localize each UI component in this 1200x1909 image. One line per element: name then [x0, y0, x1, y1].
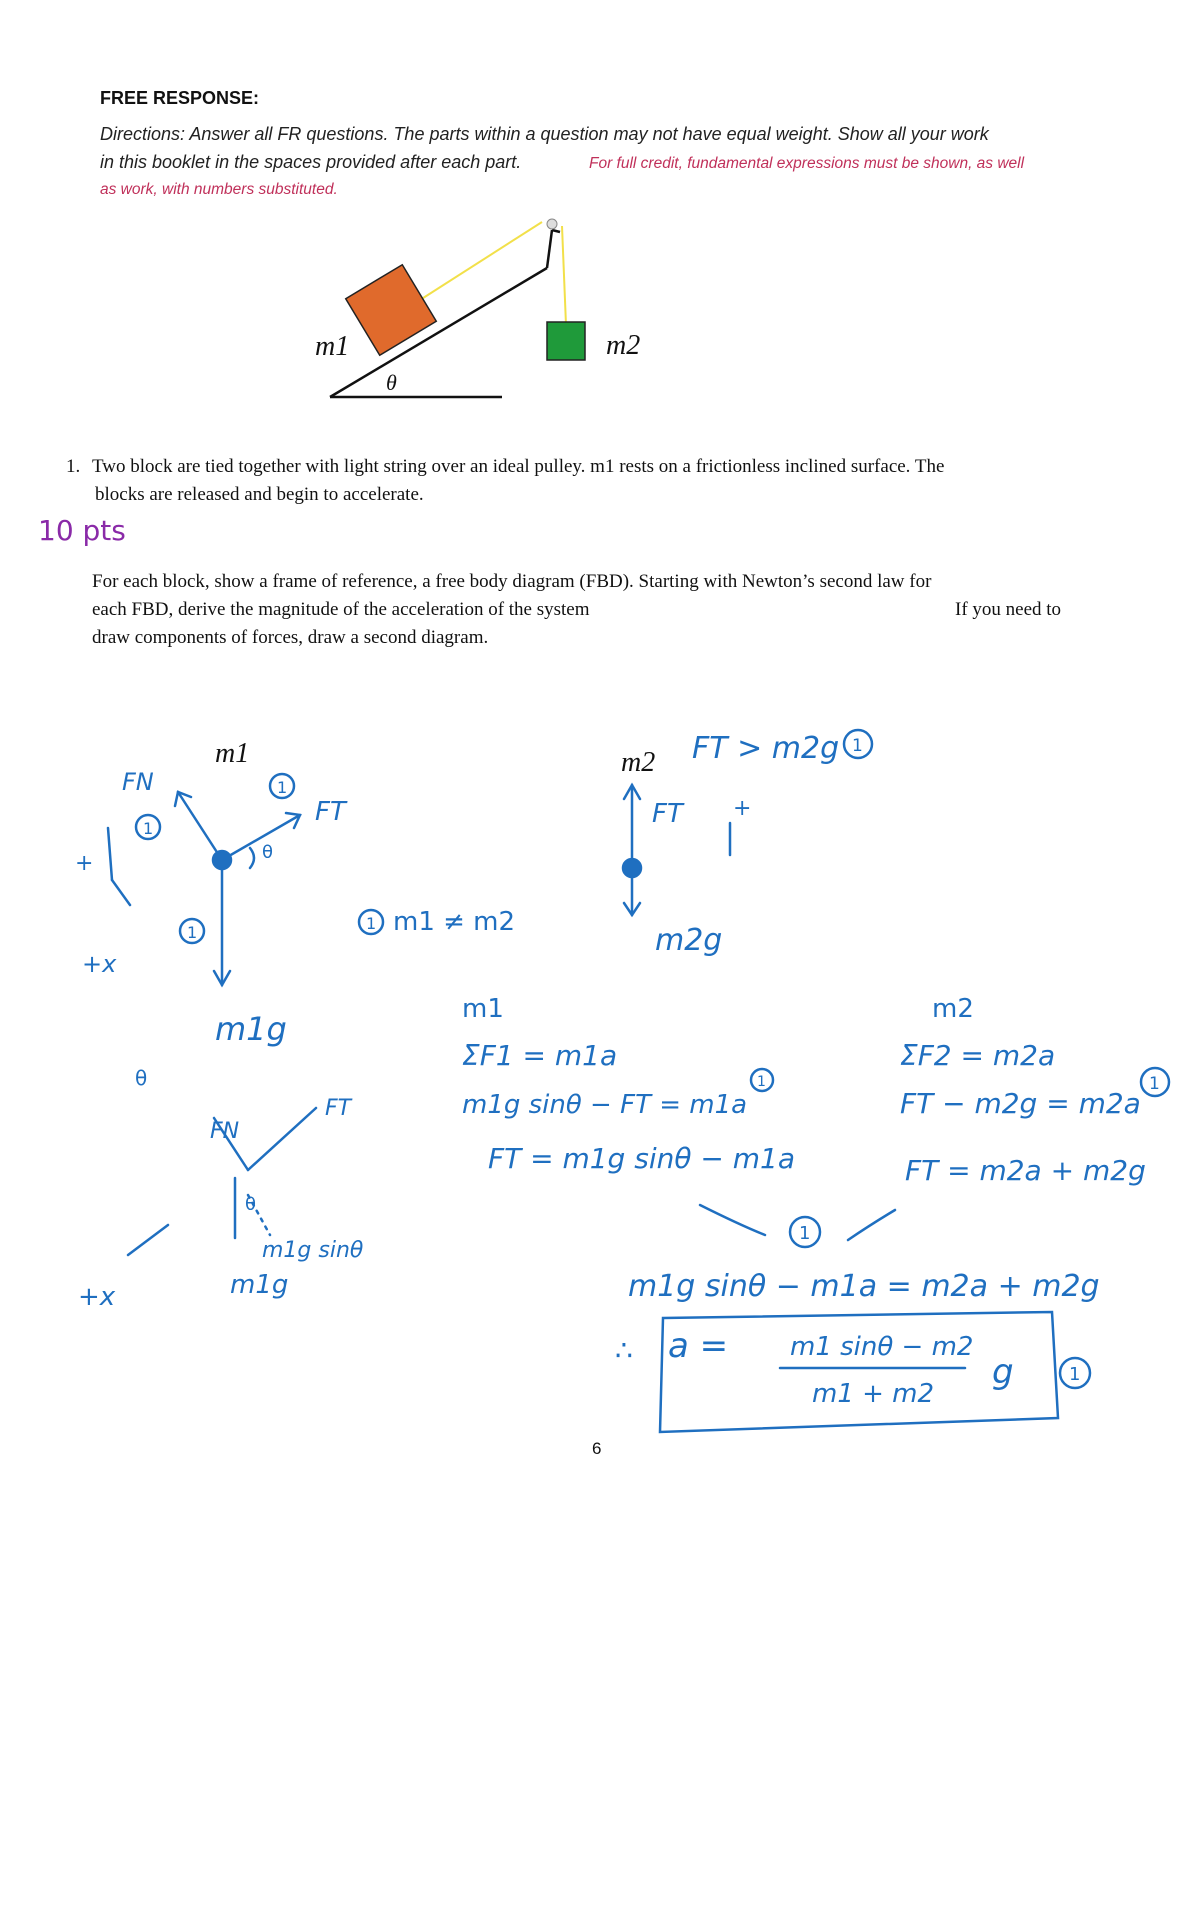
answer-numerator: m1 sinθ − m2 [790, 1332, 974, 1362]
question-number: 1. [66, 456, 81, 477]
instructions-line-1: For each block, show a frame of reference, a free body diagram (FBD). Starting with Newton’s second law for [92, 571, 932, 592]
directions-line-1: Directions: Answer all FR questions. The parts within a question may not have equal weight. Show all your work [100, 124, 989, 144]
fbd-m2-plus-label: + [733, 796, 752, 821]
comp-mg-sin-label: m1g sinθ [262, 1238, 364, 1263]
handwritten-work [75, 730, 1169, 1432]
scribble-mark: θ [135, 1066, 148, 1090]
axis-x-line [112, 880, 130, 905]
fbd-m1-theta-arc [250, 848, 254, 868]
string-to-m2 [562, 226, 566, 325]
incline-figure [315, 219, 640, 397]
answer-denominator: m1 + m2 [812, 1379, 935, 1409]
credit-note-line-2: as work, with numbers substituted. [100, 181, 338, 198]
combine-arrow-right [848, 1210, 895, 1240]
fbd-m1-ft-arrow [222, 815, 300, 860]
label-m2: m2 [606, 330, 641, 361]
score-mark-9: 1 [1069, 1364, 1081, 1385]
credit-note-line-1: For full credit, fundamental expressions must be shown, as well [589, 155, 1025, 172]
block-m2 [547, 322, 585, 360]
pulley-stem [547, 230, 552, 268]
comp-fn-label: FN [210, 1119, 240, 1144]
label-theta: θ [386, 370, 397, 395]
fbd-m2-label: m2 [621, 747, 656, 778]
fbd-m1-ft-label: FT [315, 797, 346, 827]
m2-eq-tension: FT = m2a + m2g [905, 1154, 1146, 1187]
m1-eq-tension: FT = m1g sinθ − m1a [488, 1142, 795, 1175]
question-line-2: blocks are released and begin to accelerate. [95, 484, 424, 505]
m1-eq-forces: m1g sinθ − FT = m1a [462, 1090, 748, 1120]
label-m1: m1 [315, 331, 350, 362]
therefore-symbol: ∴ [615, 1334, 633, 1367]
directions-line-2: in this booklet in the spaces provided after each part. [100, 152, 522, 172]
fbd-m1-label: m1 [215, 738, 250, 769]
comp-theta-label: θ [245, 1194, 257, 1215]
fbd-m2-mg-label: m2g [655, 923, 723, 958]
score-mark-7: 1 [1149, 1074, 1160, 1094]
free-response-title: FREE RESPONSE: [100, 88, 260, 108]
axis-y-label: + [75, 851, 94, 876]
answer-g: g [992, 1352, 1014, 1392]
m1-not-equal-m2: m1 ≠ m2 [393, 907, 516, 937]
fbd-m1-point [213, 851, 231, 869]
m2-equations-header: m2 [932, 994, 974, 1024]
pulley-arm [552, 230, 560, 232]
instructions-line-3: draw components of forces, draw a second diagram. [92, 627, 489, 648]
combined-equation: m1g sinθ − m1a = m2a + m2g [628, 1269, 1100, 1304]
axis-plus-x-label-1: +x [82, 950, 117, 978]
points-label: 10 pts [38, 514, 126, 547]
score-mark-8: 1 [799, 1223, 811, 1244]
fbd-m1-mg-label: m1g [215, 1010, 287, 1048]
fbd-m1-fn-label: FN [122, 768, 154, 796]
m1-equations-header: m1 [462, 994, 504, 1024]
instructions-line-2a: each FBD, derive the magnitude of the acceleration of the system [92, 599, 590, 620]
ft-greater-mg: FT > m2g [692, 731, 840, 766]
fbd-m2-ft-label: FT [652, 799, 683, 829]
score-mark-1: 1 [143, 819, 154, 838]
score-mark-4: 1 [366, 914, 377, 933]
comp-ft-label: FT [325, 1096, 352, 1121]
page-number: 6 [592, 1439, 602, 1458]
m2-eq-forces: FT − m2g = m2a [900, 1087, 1141, 1120]
pulley-icon [547, 219, 557, 229]
combine-arrow-left [700, 1205, 765, 1235]
m1-eq-newton: ΣF1 = m1a [462, 1039, 618, 1072]
fbd-m1-theta-label: θ [262, 842, 274, 863]
score-mark-6: 1 [757, 1074, 766, 1090]
axis-plus-x-label-2: +x [78, 1282, 116, 1312]
axis-y-line [108, 828, 112, 880]
fbd-m1-fn-arrow [178, 792, 222, 860]
score-mark-3: 1 [187, 923, 198, 942]
score-mark-2: 1 [277, 778, 288, 797]
fbd-m2-point [623, 859, 641, 877]
comp-mg-label: m1g [230, 1270, 289, 1300]
comp-x-arrow [128, 1225, 168, 1255]
instructions-line-2b: If you need to [955, 599, 1062, 620]
string-to-m1 [420, 222, 542, 300]
question-line-1: Two block are tied together with light string over an ideal pulley. m1 rests on a frictionless inclined surface. The [92, 456, 945, 477]
score-mark-5: 1 [852, 736, 863, 756]
comp-ft-arrow [248, 1108, 316, 1170]
answer-a-equals: a = [668, 1326, 729, 1366]
m2-eq-newton: ΣF2 = m2a [900, 1039, 1056, 1072]
